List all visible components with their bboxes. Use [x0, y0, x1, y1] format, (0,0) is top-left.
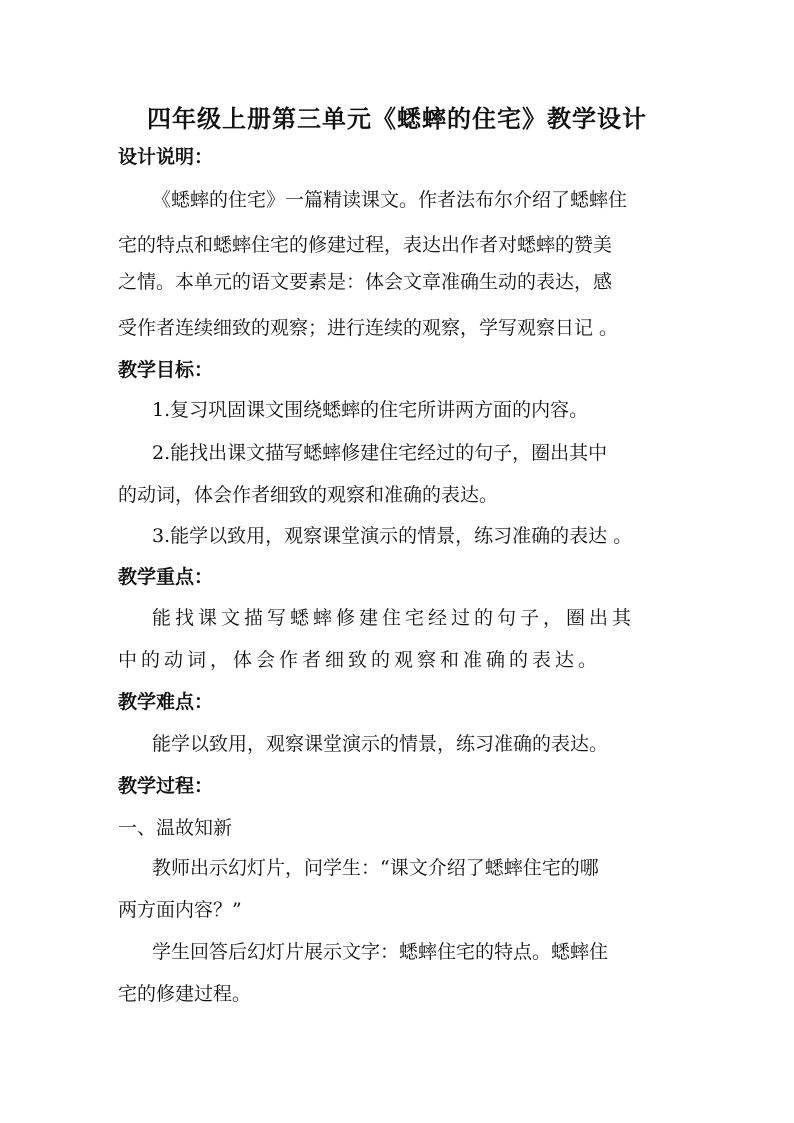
- difficulties-heading: 教学难点：: [118, 691, 214, 713]
- paragraph-line: 中的动词，体会作者细致的观察和准确的表达。: [118, 649, 602, 671]
- paragraph-line: 能找课文描写蟋蟀修建住宅经过的句子，圈出其: [152, 607, 636, 629]
- design-note-heading: 设计说明：: [118, 146, 214, 168]
- goals-heading: 教学目标：: [118, 359, 214, 381]
- paragraph-line: 学生回答后幻灯片展示文字：蟋蟀住宅的特点。蟋蟀住: [152, 941, 609, 963]
- paragraph-line: 宅的特点和蟋蟀住宅的修建过程，表达出作者对蟋蟀的赞美: [118, 234, 613, 256]
- paragraph-line: 两方面内容？”: [118, 899, 242, 921]
- paragraph-line: 之情。本单元的语文要素是：体会文章准确生动的表达，感: [118, 271, 613, 293]
- section-title: 一、温故知新: [118, 817, 233, 839]
- paragraph-line: 《蟋蟀的住宅》一篇精读课文。作者法布尔介绍了蟋蟀住: [152, 189, 628, 211]
- key-points-heading: 教学重点：: [118, 566, 214, 588]
- paragraph-line: 能学以致用，观察课堂演示的情景，练习准确的表达。: [152, 733, 609, 755]
- goal-item: 1.复习巩固课文围绕蟋蟀的住宅所讲两方面的内容。: [152, 399, 589, 421]
- goal-item-continuation: 的动词，体会作者细致的观察和准确的表达。: [118, 484, 499, 506]
- paragraph-line: 宅的修建过程。: [118, 983, 252, 1005]
- goal-item: 2.能找出课文描写蟋蟀修建住宅经过的句子，圈出其中: [152, 442, 608, 464]
- paragraph-line: 教师出示幻灯片，问学生：“课文介绍了蟋蟀住宅的哪: [152, 857, 599, 879]
- document-title: 四年级上册第三单元《蟋蟀的住宅》教学设计: [147, 104, 647, 133]
- paragraph-line: 受作者连续细致的观察；进行连续的观察，学写观察日记 。: [118, 317, 619, 339]
- goal-item: 3.能学以致用，观察课堂演示的情景，练习准确的表达 。: [152, 525, 633, 547]
- process-heading: 教学过程：: [118, 775, 214, 797]
